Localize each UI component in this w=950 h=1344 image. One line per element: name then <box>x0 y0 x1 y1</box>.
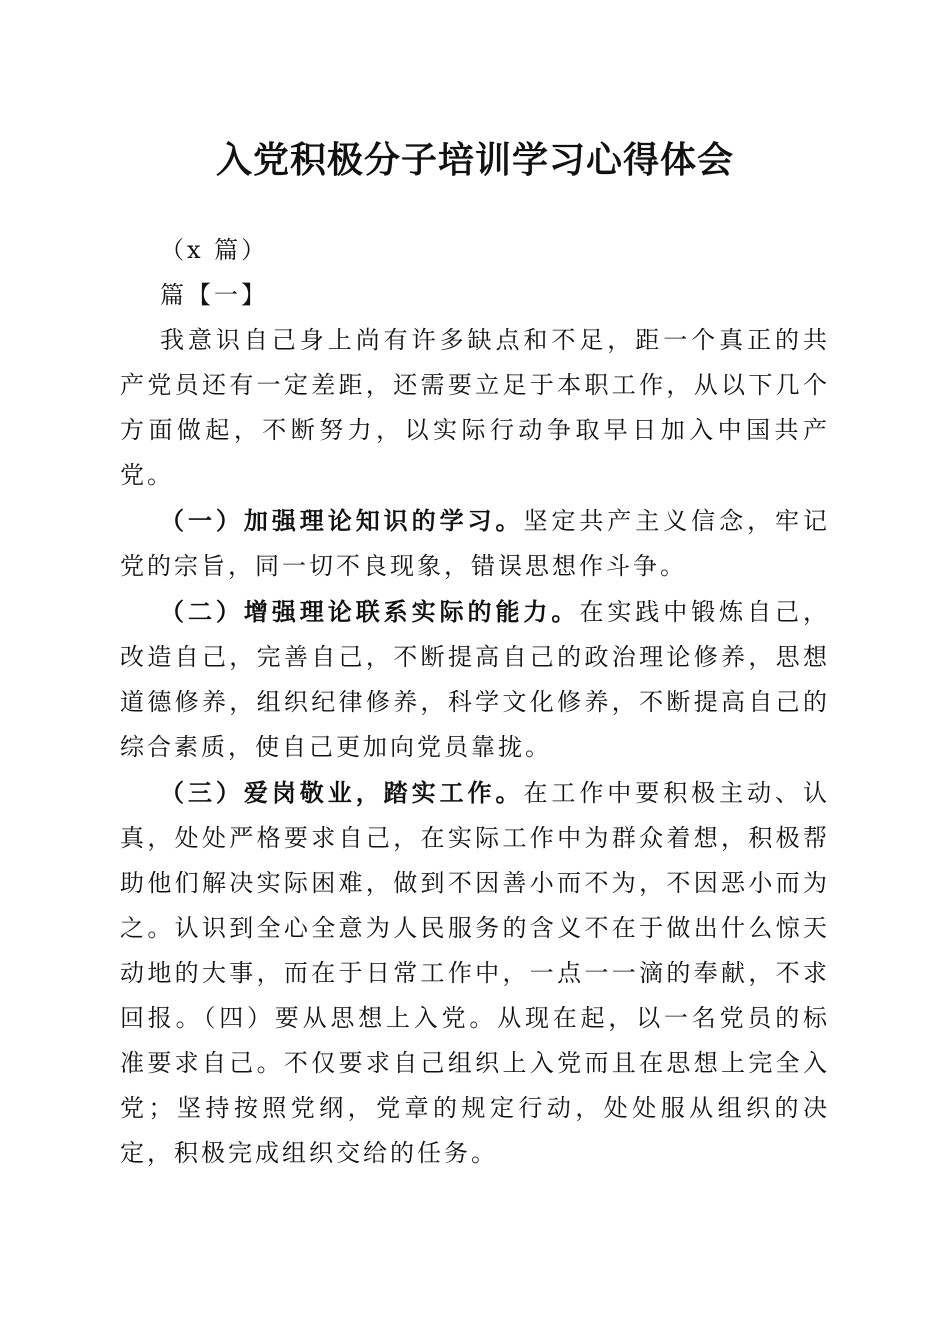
paragraph-point-1 <box>120 498 830 589</box>
paragraph-text: 在实践中锻炼自己，改造自己，完善自己，不断提高自己的政治理论修养，思想道德修养，组织纪律修养，科学文化修养，不断提高自己的综合素质，使自己更加向党员靠拢。 <box>120 598 831 761</box>
subtitle: （x 篇） <box>160 236 269 264</box>
paragraph-point-2 <box>120 589 830 770</box>
paragraph-text: 在工作中要积极主动、认真，处处严格要求自己，在实际工作中为群众着想，积极帮助他们解决实际困难，做到不因善小而不为，不因恶小而为之。认识到全心全意为人民服务的含义不在于做出什么惊天动地的大事，而在于日常工作中，一点一一滴的奉献，不求回报。（四）要从思想上入党。从现在起，以一名党员的标准要求自己。不仅要求自己组织上入党而且在思想上完全入党；坚持按照党纲，党章的规定行动，处处服从组织的决定，积极完成组织交给的任务。 <box>120 779 831 1167</box>
paragraph-intro <box>120 318 830 498</box>
paragraph-text: 坚定共产主义信念，牢记党的宗旨，同一切不良现象，错误思想作斗争。 <box>120 507 831 580</box>
section-heading: 篇【一】 <box>160 281 268 309</box>
paragraph-point-3 <box>120 770 830 1176</box>
document-body <box>120 228 830 1176</box>
paragraph-lead: （二）增强理论联系实际的能力。 <box>160 597 580 626</box>
document-title: 入党积极分子培训学习心得体会 <box>215 139 734 181</box>
paragraph-lead: （一）加强理论知识的学习。 <box>160 506 524 535</box>
paragraph-text: 我意识自己身上尚有许多缺点和不足，距一个真正的共产党员还有一定差距，还需要立足于本职工作，从以下几个方面做起，不断努力，以实际行动争取早日加入中国共产党。 <box>120 326 830 489</box>
paragraph-lead: （三）爱岗敬业，踏实工作。 <box>160 778 524 807</box>
